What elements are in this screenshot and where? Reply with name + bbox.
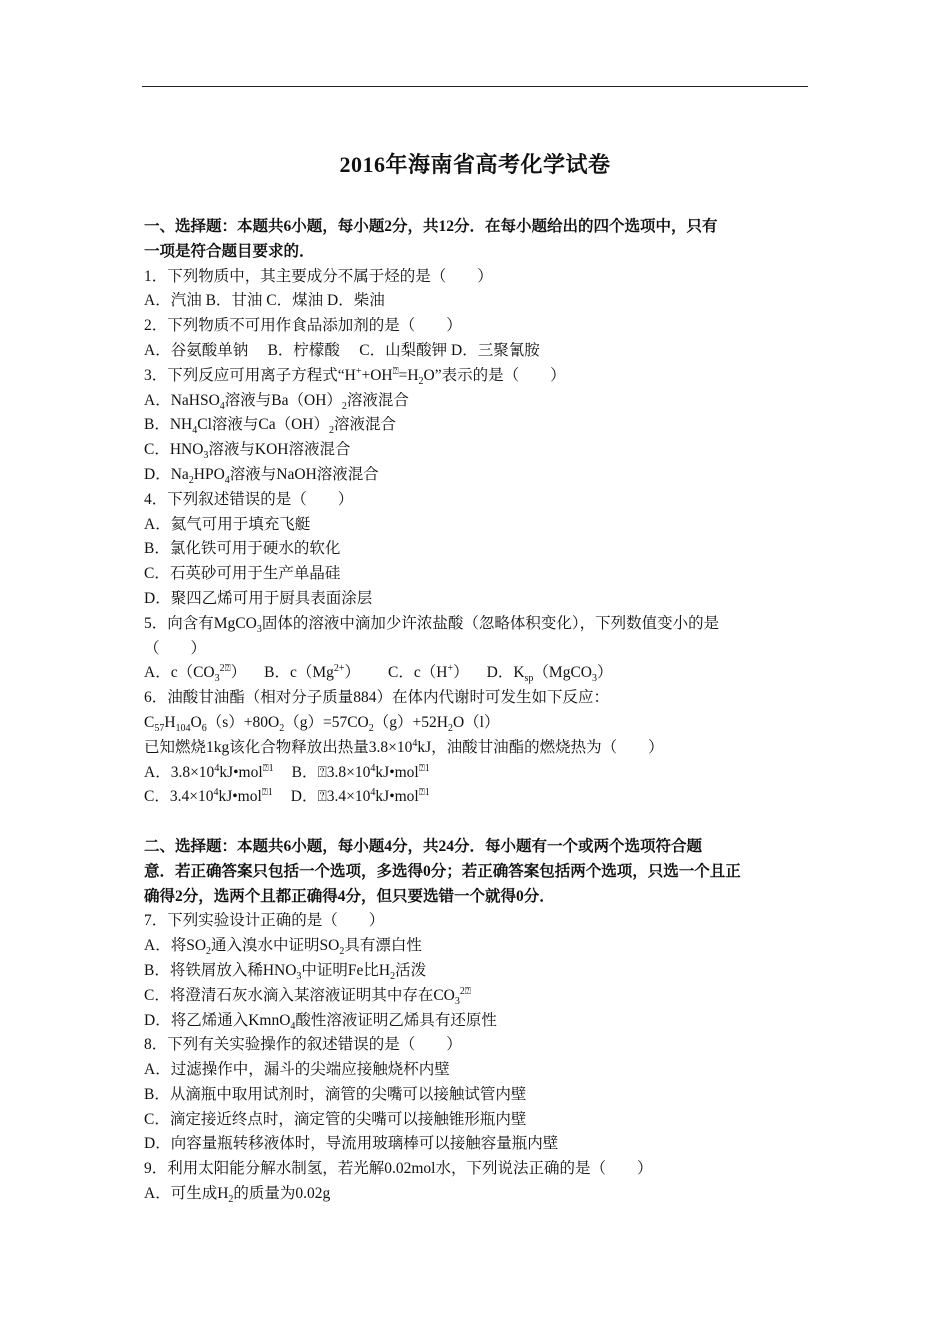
q4-stem: 4．下列叙述错误的是（ ）	[144, 490, 354, 508]
q2-stem: 2．下列物质不可用作食品添加剂的是（ ）	[144, 317, 462, 335]
q7-option-d: D．将乙烯通入KmnO$_4$酸性溶液证明乙烯具有还原性	[144, 1011, 497, 1032]
header-rule	[142, 86, 808, 87]
section1-heading: 一、选择题：本题共6小题，每小题2分，共12分．在每小题给出的四个选项中，只有	[144, 218, 718, 235]
q9-stem: 9．利用太阳能分解水制氢，若光解0.02mol水，下列说法正确的是（ ）	[144, 1160, 653, 1178]
q2-options: A．谷氨酸单钠 B．柠檬酸 C．山梨酸钾 D．三聚氰胺	[144, 341, 540, 359]
q8-stem: 8．下列有关实验操作的叙述错误的是（ ）	[144, 1036, 462, 1054]
q3-option-c: C．$HNO_3$溶液与KOH溶液混合	[144, 441, 351, 462]
q8-option-b: B．从滴瓶中取用试剂时，滴管的尖嘴可以接触试管内壁	[144, 1085, 527, 1103]
q4-option-a: A．氦气可用于填充飞艇	[144, 515, 311, 533]
document-body	[144, 215, 808, 1207]
q7-stem: 7．下列实验设计正确的是（ ）	[144, 912, 385, 930]
q5-options: A．$c(CO_3^{2⍰})$ B．$c(Mg^{2+})$ C．c（H+） D．$K_{sp}(MgCO_3)$	[144, 663, 613, 685]
q7-option-c: C．将澄清石灰水滴入某溶液证明其中存在$CO_3^{2⍰}$	[144, 985, 471, 1007]
q3-option-a: A．NaHSO$_4$溶液与$Ba(OH)_2$溶液混合	[144, 391, 409, 412]
section2-heading: 二、选择题：本题共6小题，每小题4分，共24分．每小题有一个或两个选项符合题	[144, 837, 703, 855]
q9-option-a: A．可生成$H_2$的质量为0.02g	[144, 1185, 331, 1206]
section2-heading-cont2: 确得2分，选两个且都正确得4分，但只要选错一个就得0分．	[144, 887, 555, 905]
q4-option-c: C．石英砂可用于生产单晶硅	[144, 565, 341, 583]
q8-option-d: D．向容量瓶转移液体时，导流用玻璃棒可以接触容量瓶内壁	[144, 1135, 559, 1153]
q4-option-b: B．氯化铁可用于硬水的软化	[144, 540, 341, 558]
q8-option-c: C．滴定接近终点时，滴定管的尖嘴可以接触锥形瓶内壁	[144, 1110, 527, 1128]
q1-options: A．汽油 B．甘油 C．煤油 D．柴油	[144, 292, 385, 310]
q4-option-d: D．聚四乙烯可用于厨具表面涂层	[144, 589, 373, 607]
q3-option-d: D．$Na_2HPO_4$溶液与NaOH溶液混合	[144, 465, 379, 486]
q5-stem: 5．向含有MgCO$_3$固体的溶液中滴加少许浓盐酸（忽略体积变化），下列数值变小的是	[144, 614, 720, 635]
q6-known: 已知燃烧1kg该化合物释放出热量$3.8\times 10^4kJ$，油酸甘油酯的燃烧热为（ ）	[144, 737, 664, 756]
q5-stem-paren: （ ）	[144, 639, 207, 657]
q3-stem: 3．下列反应可用离子方程式“$H^++OH^⍰=H_2O$”表示的是（ ）	[144, 365, 566, 387]
q7-option-a: A．将$SO_2$通入溴水中证明$SO_2$具有漂白性	[144, 937, 422, 958]
section2-heading-cont: 意．若正确答案只包括一个选项，多选得0分；若正确答案包括两个选项，只选一个且正	[144, 862, 741, 880]
section-gap	[144, 810, 808, 835]
q3-option-b: B．$NH_4Cl$溶液与$Ca(OH)_2$溶液混合	[144, 416, 397, 437]
q6-equation: $C_{57}H_{104}O_6(s)+80O_2(g)=57CO_2(g)+52H_2O(l)$	[144, 713, 500, 734]
q8-option-a: A．过滤操作中，漏斗的尖端应接触烧杯内壁	[144, 1061, 450, 1079]
q6-options-cd: C．$3.4\times 10^4kJ•mol^{⍰1}$ D．$⍰3.4\times 10^4kJ•mol^{⍰1}$	[144, 787, 430, 806]
q6-stem: 6．油酸甘油酯（相对分子质量884）在体内代谢时可发生如下反应：	[144, 689, 610, 707]
q7-option-b: B．将铁屑放入稀$HNO_3$中证明Fe比$H_2$活泼	[144, 961, 427, 982]
page-title: 2016年海南省高考化学试卷	[339, 152, 611, 177]
section1-heading-cont: 一项是符合题目要求的．	[144, 242, 315, 260]
q6-options-ab: A．$3.8\times 10^4kJ•mol^{⍰1}$ B．$⍰3.8\times 10^4kJ•mol^{⍰1}$	[144, 762, 430, 781]
q1-stem: 1．下列物质中，其主要成分不属于烃的是（ ）	[144, 267, 493, 285]
